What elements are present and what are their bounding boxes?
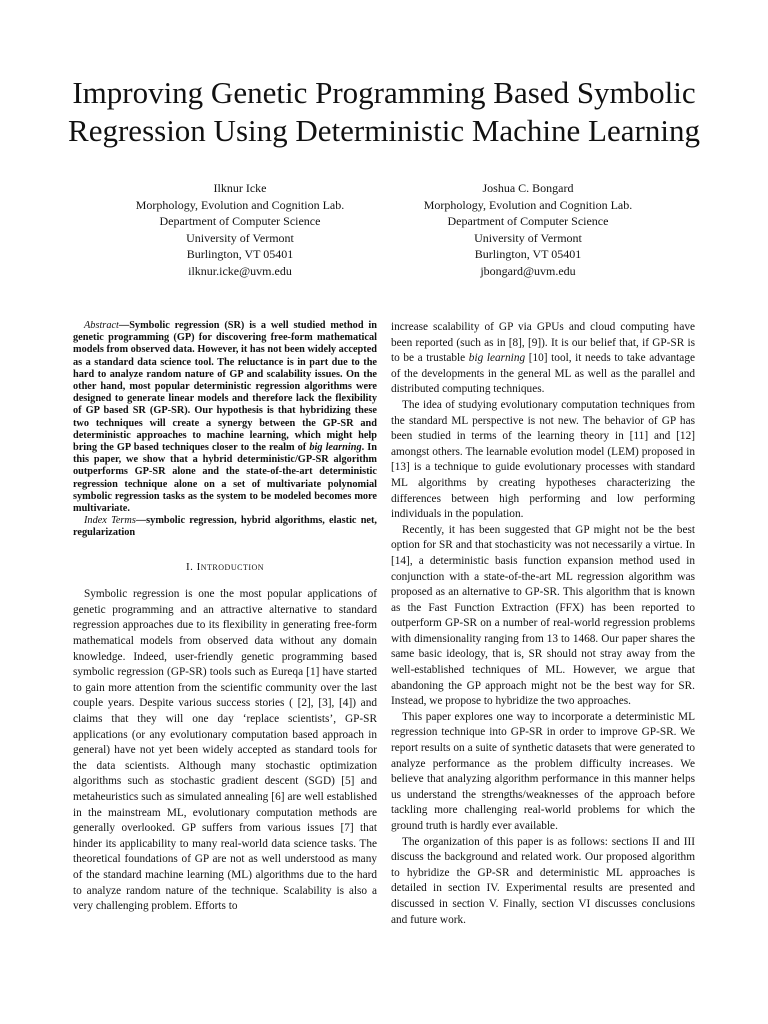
- index-terms-text: —symbolic regression, hybrid algorithms, elastic net, regularization: [73, 515, 377, 539]
- author-lab: Morphology, Evolution and Cognition Lab.: [135, 197, 345, 212]
- body-paragraph: Symbolic regression is one the most popular applications of genetic programming and an attractive alternative to standard regression approaches due to its flexibility in generating free-form mathematical models from observed data without any domain knowledge. Indeed, user-friendly genetic programming based symbolic regression (GP-SR) tools such as Eureqa [1] have started to gain more attention from the scientific community over the last couple years. Despite various success stories ( [2], [3], [4]) and claims that they will one day ‘replace scientists’, GP-SR applications (or any evolutionary computation based approach in general) have not yet been widely accepted as standard tools for the data scientists. Although many stochastic optimization algorithms such as stochastic gradient descent (SGD) [5] and metaheuristics such as simulated annealing [6] are well established in the mainstream ML, evolutionary computation methods are generally overlooked. GP suffers from various issues [7] that hinder its applicability to many real-world data science tasks. The theoretical foundations of GP are not as well understood as many of the standard machine learning (ML) algorithms due to the hard to analyze random nature of the technique. Scalability is also a very challenging problem. Efforts to: [73, 588, 377, 913]
- author-univ: University of Vermont: [186, 230, 294, 245]
- author-email: ilknur.icke@uvm.edu: [188, 263, 292, 278]
- title-line-2: Regression Using Deterministic Machine Learning: [68, 113, 700, 148]
- author-name: Ilknur Icke: [213, 181, 267, 195]
- right-column: [391, 320, 695, 928]
- body-paragraph-continued: [391, 320, 695, 398]
- body-paragraph: The organization of this paper is as follows: sections II and III discuss the background and related work. Our proposed algorithm to hybridize the GP-SR and deterministic ML approaches is detailed in section IV. Experimental results are presented and discussed in section V. Finally, section VI discusses conclusions and future work.: [391, 835, 695, 926]
- abstract-emphasis: big learning: [309, 442, 362, 454]
- abstract: [73, 320, 377, 540]
- section-heading: [73, 560, 377, 576]
- index-terms-label: Index Terms: [84, 515, 136, 527]
- para-text-a: increase scalability of GP via GPUs and cloud computing have been reported (such as in [8], [9]). It is our belief that, if GP-SR is to be a trustable: [391, 321, 695, 365]
- author-city: Burlington, VT 05401: [186, 247, 294, 261]
- body-paragraph: The idea of studying evolutionary computation techniques from the standard ML perspective is not new. The behavior of GP has been studied in terms of the learning theory in [11] and [12] amongst others. The learnable evolution model (LEM) proposed in [13] is a technique to guide evolutionary processes with standard ML algorithms by creating hypotheses characterizing the differences between high performing and low performing individuals in the population.: [391, 398, 695, 521]
- author-email: jbongard@uvm.edu: [480, 263, 576, 278]
- author-lab: Morphology, Evolution and Cognition Lab.: [423, 197, 633, 212]
- section-number: I.: [185, 560, 194, 573]
- author-city: Burlington, VT 05401: [474, 247, 582, 261]
- author-block-1: [90, 180, 390, 279]
- author-univ: University of Vermont: [474, 230, 582, 245]
- author-dept: Department of Computer Science: [159, 214, 321, 228]
- body-paragraph: This paper explores one way to incorporate a deterministic ML regression technique into GP-SR in order to improve GP-SR. We report results on a suite of synthetic datasets that were generated to analyze performance as the problem difficulty increases. We believe that analyzing algorithm performance in this manner helps us understand the strengths/weaknesses of the approach before tackling more challenging real-world problems for which the ground truth is hardly ever available.: [391, 710, 695, 832]
- paper-title: [40, 74, 728, 150]
- author-block-2: [378, 180, 678, 279]
- para-emphasis: big learning: [468, 352, 526, 365]
- author-name: Joshua C. Bongard: [482, 181, 574, 195]
- left-column: [73, 320, 377, 915]
- body-paragraph: Recently, it has been suggested that GP might not be the best option for SR and that stochasticity was not necessarily a virtue. In [14], a deterministic basis function expansion method used in conjunction with a state-of-the-art ML regression algorithm was proposed as an alternative to GP-SR. This algorithm that is known as the Fast Function Extraction (FFX) has been reported to outperform GP-SR on a number of real-world regression problems with dimensionality ranging from 13 to 1468. Our paper shares the same basic ideology, that is, SR should not stray away from the well-established techniques of ML. However, we argue that abandoning the GP approach might not be the best way for SR. Instead, we propose to hybridize the two approaches.: [391, 523, 695, 708]
- para-text-b: [10] tool, it needs to take advantage of the developments in the general ML as well as the parallel and distributed computing techniques.: [391, 352, 695, 396]
- abstract-text-b: . In this paper, we show that a hybrid deterministic/GP-SR algorithm outperforms GP-SR alone and the state-of-the-art deterministic regression technique alone on a set of multivariate polynomial symbolic regression tasks as the system to be modeled becomes more multivariate.: [73, 442, 378, 515]
- section-title: Introduction: [196, 560, 265, 573]
- abstract-label: Abstract: [84, 320, 119, 331]
- author-dept: Department of Computer Science: [447, 214, 609, 228]
- index-terms: [73, 515, 377, 539]
- abstract-paragraph: [73, 320, 377, 515]
- abstract-text-a: —Symbolic regression (SR) is a well studied method in genetic programming (GP) for discovering free-form mathematical models from observed data. However, it has not been widely accepted as a standard data science tool. The reluctance is in part due to the hard to analyze random nature of GP and scalability issues. On the other hand, most popular deterministic regression algorithms were designed to generate linear models and therefore lack the flexibility of GP based SR (GP-SR). Our hypothesis is that hybridizing these two techniques will create a synergy between the GP-SR and deterministic approaches to machine learning, which might help bring the GP based techniques closer to the realm of: [73, 320, 377, 454]
- title-line-1: Improving Genetic Programming Based Symbolic: [72, 75, 696, 110]
